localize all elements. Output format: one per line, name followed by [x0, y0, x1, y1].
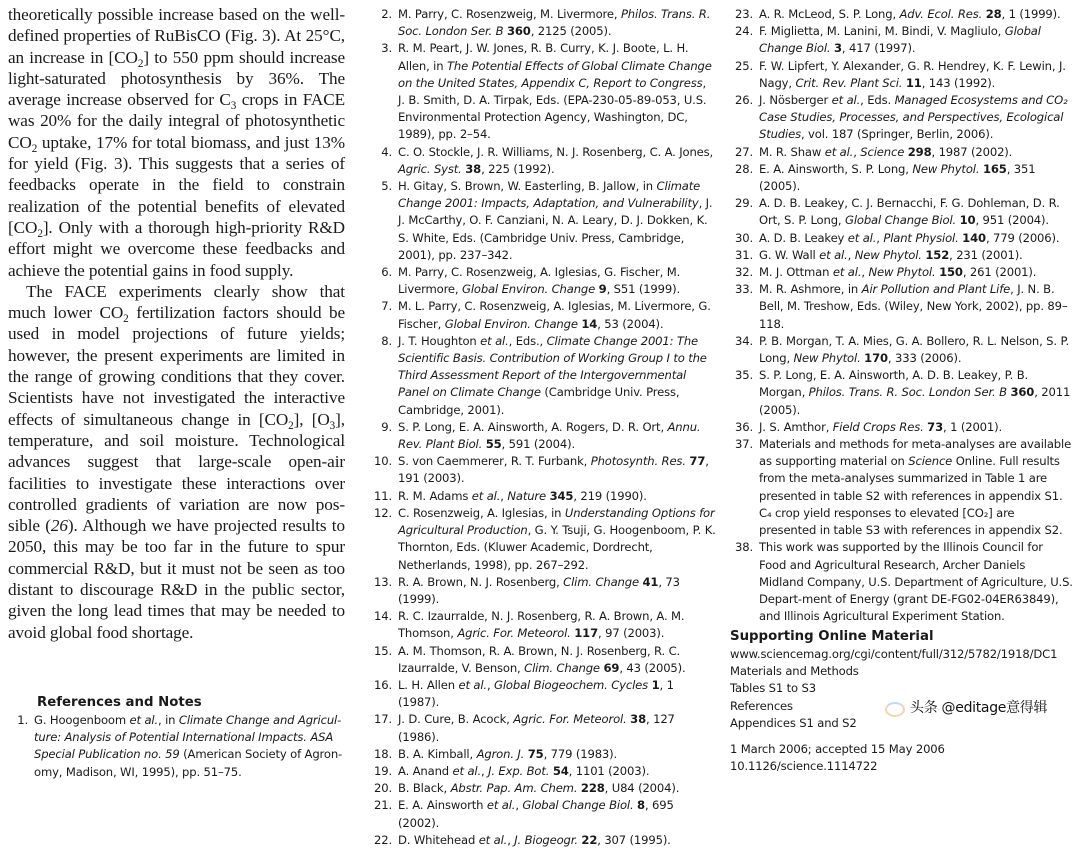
reference-item [727, 230, 1073, 247]
reference-text: E. A. Ainsworth [398, 798, 487, 813]
reference-text: , 143 (1992). [921, 75, 996, 90]
reference-number: 37. [735, 437, 753, 452]
reference-text: G. W. Wall [759, 247, 820, 262]
reference-number: 1. [17, 713, 28, 727]
reference-item [727, 161, 1073, 195]
reference-text: , 1 (1987). [398, 677, 674, 710]
reference-title: et al. [480, 333, 509, 348]
reference-text: S. von Caemmerer, R. T. Furbank, [398, 454, 591, 469]
reference-text: , 1 (1999). [1001, 7, 1061, 21]
reference-text: , S51 (1999). [606, 282, 681, 297]
reference-title: et al. [486, 798, 516, 813]
reference-volume: 54 [552, 763, 569, 778]
reference-title: et al. [129, 713, 159, 727]
reference-text: , 779 (2006). [985, 230, 1060, 245]
reference-text: This work was supported by the Illinois Council for Food and Agricultural Research, Archer Daniels Midland Company, U.S. Department of Agriculture, U.S. Depart-ment of Energy (grant DE-FG02-04ER63849), and Illinois Agricultural Experiment Station. [759, 540, 1073, 624]
reference-text: , [876, 230, 884, 245]
reference-number: 33. [735, 282, 753, 297]
reference-text: , 73 (1999). [398, 574, 680, 606]
reference-number: 9. [381, 419, 392, 434]
reference-text: F. Miglietta, M. Lanini, M. Bindi, V. Magliulo, [759, 24, 1005, 39]
reference-text: S. P. Long, E. A. Ainsworth, A. D. B. Leakey, P. B. Morgan, [759, 368, 1029, 400]
reference-text: , 2125 (2005). [530, 24, 612, 39]
reference-item [366, 40, 716, 143]
reference-title: Field Crops Res. [832, 419, 924, 434]
body-text-column [8, 4, 345, 643]
reference-text: , 417 (1997). [841, 41, 916, 56]
reference-volume: 77 [689, 454, 706, 469]
reference-text: M. L. Parry, C. Rosenzweig, A. Iglesias, M. Livermore, G. Fischer, [398, 299, 711, 331]
reference-text: , 333 (2006). [887, 351, 962, 366]
reference-title: New Phytol. [868, 265, 936, 280]
reference-list-col2 [366, 6, 716, 849]
reference-volume: 41 [642, 574, 659, 589]
reference-number: 11. [374, 488, 392, 503]
reference-text: , [481, 763, 489, 778]
reference-text: (American Society of Agron-omy, Madison, WI, 1995), pp. 51–75. [34, 747, 343, 779]
reference-text: , 231 (2001). [949, 247, 1023, 262]
reference-volume: 14 [581, 316, 598, 331]
reference-number: 4. [381, 144, 392, 159]
reference-title: et al. [824, 144, 854, 159]
reference-text: A. R. McLeod, S. P. Long, [759, 7, 900, 21]
reference-title: Agric. Syst. [398, 161, 462, 176]
reference-title: Air Pollution and Plant Life [861, 282, 1011, 297]
reference-text: B. A. Kimball, [398, 746, 477, 761]
reference-text: , 951 (2004). [975, 213, 1049, 228]
reference-text: , J. B. Smith, D. A. Tirpak, Eds. (EPA-230-05-89-053, U.S. Environmental Protection Agency, Washington, DC, 1989), pp. 2–54. [398, 75, 707, 142]
reference-text: A. Anand [398, 763, 453, 778]
reference-title: J. Biogeogr. [514, 832, 578, 847]
reference-text: J. T. Houghton [398, 333, 481, 348]
body-paragraph-1: theoretically possible increase based on the well-defined properties of RuBisCO (Fig. 3). At 25°C, an increase in $[CO_2]$ to 550 ppm should increase light-saturated photosynthesis by 36%. The average increase observed for $C_3$ crops in FACE was 20% for the daily integral of photosynthetic $CO_2$ uptake, 17% for total biomass, and just 13% for yield (Fig. 3). This suggests that a series of feedbacks operate in the field to constrain realization of the potential benefits of elevated $[CO_2]$. Only with a thorough high-priority R&D effort might we overcome these feedbacks and achieve the potential gains in food supply. [8, 5, 346, 280]
reference-text: , 695 (2002). [398, 798, 674, 830]
reference-text: , 1 (2001). [943, 419, 1003, 434]
reference-volume: 11 [905, 75, 922, 90]
reference-text: , 127 (1986). [398, 712, 675, 744]
reference-number: 36. [735, 419, 753, 434]
reference-title: Climate Change 2001: Impacts, Adaptation, and Vulnerability [398, 179, 701, 211]
reference-item [727, 281, 1073, 333]
reference-item [727, 6, 1073, 23]
reference-title: Photosynth. Res. [590, 454, 686, 469]
reference-title: Science [908, 454, 953, 469]
reference-title: et al. [832, 265, 862, 280]
reference-text: , 2011 (2005). [759, 385, 1071, 417]
reference-number: 16. [374, 677, 392, 692]
reference-volume: 22 [581, 832, 598, 847]
reference-number: 30. [735, 230, 753, 245]
reference-volume: 360 [1010, 385, 1035, 400]
reference-item [366, 505, 716, 574]
reference-text: C. O. Stockle, J. R. Williams, N. J. Rosenberg, C. A. Jones, [398, 144, 714, 159]
reference-title: Global Change Biol. [522, 798, 634, 813]
reference-item [727, 58, 1073, 92]
reference-number: 15. [374, 643, 392, 658]
reference-volume: 3 [834, 41, 842, 56]
reference-text: , [507, 832, 515, 847]
watermark: 头条 @editage意得辑 [910, 700, 1048, 716]
reference-volume: 8 [637, 798, 645, 813]
reference-volume: 140 [962, 230, 986, 245]
reference-item [366, 608, 716, 642]
reference-text: (Cambridge Univ. Press, Cambridge, 2001). [398, 385, 680, 417]
reference-text: J. D. Cure, B. Acock, [398, 712, 514, 727]
reference-text: , 225 (1992). [481, 161, 555, 176]
reference-text: G. Hoogenboom [34, 713, 130, 727]
reference-title: Understanding Options for Agricultural Production [398, 505, 715, 538]
reference-text: S. P. Long, E. A. Ainsworth, A. Rogers, D. R. Ort, [398, 419, 668, 434]
reference-number: 21. [374, 798, 392, 813]
reference-item [727, 419, 1073, 436]
reference-volume: 73 [927, 419, 944, 434]
reference-text: R. A. Brown, N. J. Rosenberg, [398, 574, 564, 589]
reference-text: M. R. Shaw [759, 144, 825, 159]
reference-title: New Phytol. [912, 161, 980, 176]
reference-item [727, 264, 1073, 281]
reference-number: 29. [735, 196, 753, 211]
reference-number: 35. [735, 368, 753, 383]
reference-volume: 55 [485, 437, 502, 452]
reference-title: et al. [847, 230, 877, 245]
reference-item [366, 488, 716, 505]
reference-item [727, 333, 1073, 367]
reference-volume: 228 [580, 781, 605, 796]
reference-title: Abstr. Pap. Am. Chem. [450, 781, 578, 796]
reference-volume: 150 [939, 265, 963, 280]
reference-number: 28. [735, 161, 753, 176]
reference-number: 27. [735, 144, 753, 159]
reference-volume: 75 [527, 746, 544, 761]
reference-volume: 10 [959, 213, 976, 228]
references-heading: References and Notes [37, 695, 202, 710]
reference-item [366, 333, 716, 419]
reference-text: , [847, 247, 855, 262]
reference-text: , 43 (2005). [619, 660, 686, 675]
reference-text: , [500, 488, 508, 503]
reference-volume: 69 [603, 660, 620, 675]
reference-text: M. R. Ashmore, in [759, 282, 862, 297]
reference-title: New Phytol. [793, 351, 861, 366]
citation-link[interactable]: 26 [50, 516, 68, 536]
reference-text: , in [158, 713, 179, 727]
reference-title: Global Environ. Change [462, 282, 596, 297]
reference-text: M. J. Ottman [759, 265, 833, 280]
reference-text: , 1987 (2002). [931, 144, 1013, 159]
reference-text: , [853, 144, 861, 159]
reference-text: , [515, 798, 523, 813]
reference-text: , 591 (2004). [501, 437, 576, 452]
reference-number: 18. [374, 746, 392, 761]
reference-text: , 53 (2004). [597, 316, 664, 331]
reference-text: , [486, 677, 495, 692]
reference-title: Global Biogeochem. Cycles [494, 677, 649, 692]
reference-title: et al. [819, 247, 848, 262]
reference-title: Plant Physiol. [883, 230, 959, 245]
reference-item [366, 832, 716, 849]
reference-number: 6. [381, 265, 392, 280]
reference-title: Philos. Trans. R. Soc. London Ser. B [808, 385, 1007, 400]
reference-volume: 152 [925, 247, 950, 262]
reference-volume: 1 [651, 677, 660, 692]
reference-title: Climate Change and Agricul-ture: Analysis of Potential International Impacts. ASA Special Publication no. 59 [34, 713, 342, 762]
reference-text: , 307 (1995). [597, 832, 671, 847]
reference-item [366, 677, 716, 711]
reference-volume: 170 [864, 351, 888, 366]
reference-title: New Phytol. [854, 247, 922, 262]
reference-title: Science [860, 144, 905, 159]
reference-volume: 38 [630, 712, 647, 727]
reference-item [366, 763, 716, 780]
reference-title: Clim. Change [563, 574, 639, 589]
reference-title: Agric. For. Meteorol. [457, 626, 571, 641]
reference-number: 5. [381, 179, 392, 194]
received-accepted-dates: 1 March 2006; accepted 15 May 2006 [730, 742, 945, 757]
reference-item [727, 247, 1073, 264]
reference-number: 23. [735, 7, 753, 21]
reference-text: R. M. Peart, J. W. Jones, R. B. Curry, K. J. Boote, L. H. Allen, in [398, 41, 689, 73]
reference-item [727, 195, 1073, 229]
reference-text: J. Nösberger [759, 93, 832, 108]
reference-title: Climate Change 2001: The Scientific Basis. Contribution of Working Group I to the Third Assessment Report of the Intergovernmental Panel on Climate Change [398, 333, 707, 400]
reference-title: Annu. Rev. Plant Biol. [398, 419, 701, 452]
reference-number: 32. [735, 265, 753, 280]
reference-title: et al. [478, 832, 508, 847]
reference-text: R. M. Adams [398, 488, 472, 503]
reference-item [366, 746, 716, 763]
reference-volume: 9 [598, 282, 607, 297]
reference-item [727, 144, 1073, 161]
reference-number: 31. [735, 247, 753, 262]
reference-title: Nature [507, 488, 547, 503]
reference-title: Global Change Biol. [844, 213, 957, 228]
reference-text: C. Rosenzweig, A. Iglesias, in [398, 505, 565, 520]
reference-title: et al. [458, 677, 487, 692]
reference-volume: 28 [985, 7, 1002, 21]
reference-title: Clim. Change [524, 660, 600, 675]
reference-text: , G. Y. Tsuji, G. Hoogenboom, P. K. Thornton, Eds. (Kluwer Academic, Dordrecht, Netherlands, 1998), pp. 267–292. [398, 523, 716, 572]
reference-text: B. Black, [398, 781, 451, 796]
reference-item [366, 6, 716, 40]
reference-text: Materials and methods for meta-analyses are available as supporting material on [759, 437, 1072, 469]
reference-item [366, 419, 716, 453]
reference-title: Global Environ. Change [444, 316, 578, 331]
reference-number: 26. [735, 93, 753, 108]
reference-text: , 779 (1983). [543, 746, 618, 761]
reference-text: , Eds., [508, 333, 547, 348]
reference-text: , Eds. [860, 93, 895, 108]
reference-item [366, 264, 716, 298]
reference-title: et al. [452, 763, 482, 778]
reference-list-col3 [727, 6, 1073, 625]
som-url-link[interactable]: www.sciencemag.org/cgi/content/full/312/5782/1918/DC1 [730, 647, 1058, 661]
reference-text: A. D. B. Leakey [759, 230, 848, 245]
reference-title: Crit. Rev. Plant Sci. [795, 75, 903, 90]
reference-item [366, 574, 716, 608]
reference-volume: 165 [982, 161, 1007, 176]
reference-number: 20. [374, 781, 392, 796]
reference-text: , J. J. McCarthy, O. F. Canziani, N. A. Leary, D. J. Dokken, K. S. White, Eds. (Cambridge Univ. Press, Cambridge, 2001), pp. 237–342. [398, 196, 713, 262]
reference-number: 17. [374, 712, 392, 727]
reference-item [366, 298, 716, 332]
som-title: Supporting Online Material [730, 629, 934, 644]
reference-text: , 219 (1990). [573, 488, 647, 503]
reference-item [366, 178, 716, 264]
som-item: Materials and Methods [730, 664, 859, 679]
reference-title: Agric. For. Meteorol. [513, 712, 627, 727]
reference-volume: 298 [907, 144, 932, 159]
reference-text: , 97 (2003). [598, 626, 665, 641]
reference-item [727, 539, 1073, 625]
reference-title: et al. [831, 93, 861, 108]
reference-volume: 360 [506, 24, 531, 39]
reference-text: F. W. Lipfert, Y. Alexander, G. R. Hendrey, K. F. Lewin, J. Nagy, [759, 58, 1066, 90]
reference-number: 34. [735, 333, 753, 348]
reference-title: Philos. Trans. R. Soc. London Ser. B [398, 7, 711, 39]
reference-number: 13. [374, 574, 392, 589]
reference-text: L. H. Allen [398, 677, 459, 692]
reference-number: 25. [735, 58, 753, 73]
reference-title: The Potential Effects of Global Climate Change on the United States, Appendix C, Report to Congress [398, 58, 712, 90]
reference-text: M. Parry, C. Rosenzweig, M. Livermore, [398, 7, 621, 21]
som-item: Tables S1 to S3 [730, 681, 816, 696]
reference-text: R. C. Izaurralde, N. J. Rosenberg, R. A. Brown, A. M. Thomson, [398, 609, 685, 641]
reference-text: , U84 (2004). [604, 781, 680, 796]
reference-text: M. Parry, C. Rosenzweig, A. Iglesias, G. Fischer, M. Livermore, [398, 265, 681, 297]
reference-title: et al. [471, 488, 501, 503]
reference-number: 38. [735, 540, 753, 555]
reference-text: , [861, 265, 869, 280]
som-item: References [730, 698, 793, 713]
reference-number: 12. [374, 505, 392, 520]
body-paragraph-2: The FACE experiments clearly show that much lower $CO_2$ fertilization factors should be used in model projections of future yields; however, the present experiments are limited in the range of growing conditions that they cover. Scientists have not investigated the interactive effects of simultaneous change in $[CO_2]$, $[O_3]$, temperature, and soil moisture. Technological advances suggest that large-scale open-air facilities to investigate these interactions over controlled gradients of variation are now pos-sible (26). Although we have projected results to 2050, this may be too far in the future to spur commercial R&D, but it must not be seen as too distant to discourage R&D in the public sector, given the long lead times that may be needed to avoid global food shortage. [8, 281, 345, 642]
reference-number: 22. [374, 832, 392, 847]
reference-volume: 38 [465, 161, 482, 176]
reference-title: Managed Ecosystems and CO₂ Case Studies, Processes, and Perspectives, Ecological Studies [759, 93, 1068, 142]
reference-item [727, 23, 1073, 57]
reference-item [727, 92, 1073, 144]
reference-volume: 345 [549, 488, 574, 503]
watermark-logo-icon [885, 702, 905, 717]
reference-item [366, 711, 716, 745]
reference-item [366, 453, 716, 487]
reference-item [727, 436, 1073, 539]
reference-text: , 351 (2005). [759, 161, 1036, 194]
reference-text: , vol. 187 (Springer, Berlin, 2006). [800, 127, 994, 142]
reference-text: , 191 (2003). [398, 454, 709, 486]
reference-item [727, 367, 1073, 419]
reference-text: J. S. Amthor, [759, 419, 833, 434]
reference-text: D. Whitehead [398, 832, 479, 847]
reference-item [366, 797, 716, 831]
reference-item [366, 643, 716, 677]
reference-title: Agron. J. [476, 746, 525, 761]
reference-number: 7. [381, 299, 392, 314]
reference-item [366, 144, 716, 178]
reference-number: 3. [381, 41, 392, 56]
som-item: Appendices S1 and S2 [730, 715, 857, 730]
reference-text: A. D. B. Leakey, C. J. Bernacchi, F. G. Dohleman, D. R. Ort, S. P. Long, [759, 196, 1060, 228]
reference-title: J. Exp. Bot. [488, 763, 550, 778]
reference-number: 10. [374, 454, 392, 469]
reference-number: 24. [735, 24, 753, 39]
reference-number: 8. [381, 333, 392, 348]
reference-number: 14. [374, 609, 392, 624]
reference-item [2, 712, 344, 781]
reference-list-col1 [2, 712, 344, 781]
reference-title: Global Change Biol. [759, 24, 1041, 56]
reference-text: Online. Full results from the meta-analyses summarized in Table 1 are presented in table S2 with references in appendix S1. C₄ crop yield responses to elevated [CO₂] are presented in table S3 with references in appendix S2. [759, 454, 1063, 538]
reference-title: Adv. Ecol. Res. [899, 7, 983, 21]
reference-text: , J. N. B. Bell, M. Treshow, Eds. (Wiley, New York, 2002), pp. 89–118. [759, 282, 1068, 331]
reference-number: 2. [381, 7, 392, 21]
reference-text: H. Gitay, S. Brown, W. Easterling, B. Jallow, in [398, 179, 657, 194]
reference-number: 19. [374, 763, 392, 778]
reference-text: , 261 (2001). [962, 265, 1037, 280]
reference-text: E. A. Ainsworth, S. P. Long, [759, 161, 913, 176]
reference-text: P. B. Morgan, T. A. Mies, G. A. Bollero, R. L. Nelson, S. P. Long, [759, 333, 1070, 366]
reference-text: , 1101 (2003). [568, 763, 650, 778]
reference-text: A. M. Thomson, R. A. Brown, N. J. Rosenberg, R. C. Izaurralde, V. Benson, [398, 643, 681, 675]
doi: 10.1126/science.1114722 [730, 759, 878, 774]
reference-volume: 117 [574, 626, 599, 641]
